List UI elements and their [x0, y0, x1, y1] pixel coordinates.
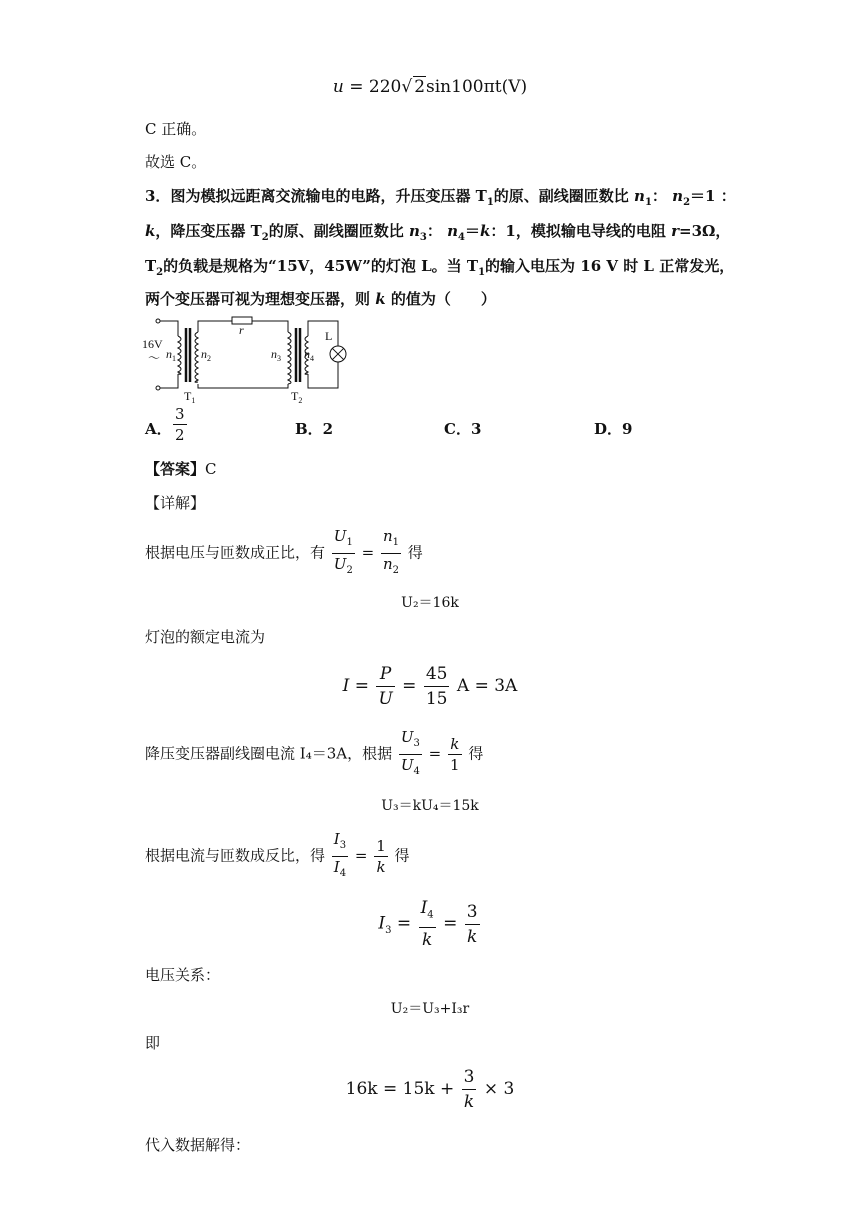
option-a-fraction: $\frac{3}{2}$: [175, 405, 185, 444]
question-line-2: k，降压变压器 $T_2$的原、副线圈匝数比 $n_3$： $n_4=k$：1，模拟输电导线的电阻 r=3Ω，: [145, 222, 731, 243]
current-equation: I = $\frac{P}{U}$ = $\frac{45}{15}$ A = 3A: [342, 664, 518, 709]
question-line-1: 3．图为模拟远距离交流输电的电路，升压变压器 $T_1$的原、副线圈匝数比 $n_1$： $n_2=1$ ：: [145, 187, 736, 208]
i3-equation: $I_3$ = $\frac{I_4}{k}$ = $\frac{3}{k}$: [378, 898, 478, 951]
step-2: 灯泡的额定电流为: [145, 628, 266, 646]
option-d[interactable]: D．9: [594, 420, 633, 438]
u3-equation: U₃＝kU₄＝15k: [381, 798, 479, 814]
ac-symbol: ～: [148, 351, 161, 365]
question-line-3: $T_2$的负载是规格为“15V，45W”的灯泡 L。当 $T_1$的输入电压为 16 V 时 L 正常发光，: [145, 257, 735, 278]
option-c[interactable]: C．3: [444, 420, 482, 438]
n4-label: $n_4$: [304, 347, 314, 363]
u2-equation: U₂＝16k: [401, 595, 459, 611]
t1-label: $T_1$: [184, 389, 196, 404]
c-correct-text: C 正确。: [145, 120, 207, 138]
source-terminal-top: [156, 319, 160, 323]
previous-answer-formula: u = 220√ 2sin100πt(V): [332, 77, 528, 97]
step-7: 代入数据解得：: [145, 1136, 251, 1154]
source-voltage-label: 16V: [142, 337, 163, 351]
final-equation: 16k = 15k + $\frac{3}{k}$ × 3: [345, 1067, 515, 1112]
n3-label: $n_3$: [271, 347, 281, 363]
n1-label: $n_1$: [166, 347, 176, 363]
step-1: 根据电压与匝数成正比，有 $\frac{U_1}{U_2}$ = $\frac{n_1}{n_2}$ 得: [145, 527, 423, 576]
circuit-diagram: [140, 312, 360, 404]
step-5: 电压关系：: [145, 966, 221, 984]
detail-label: 【详解】: [145, 494, 206, 512]
t2-primary-coil: [288, 332, 291, 384]
step-4: 根据电流与匝数成反比，得 $\frac{I_3}{I_4}$ = $\frac{1}{k}$ 得: [145, 830, 410, 879]
r-label: r: [239, 323, 244, 337]
option-b[interactable]: B．2: [295, 420, 334, 438]
t2-label: $T_2$: [291, 389, 303, 404]
question-line-4: 两个变压器可视为理想变压器，则 k 的值为（ ）: [145, 290, 496, 308]
step-6: 即: [145, 1034, 161, 1052]
n2-label: $n_2$: [201, 347, 211, 363]
lamp-label: L: [325, 329, 333, 343]
option-a[interactable]: A．: [145, 420, 172, 438]
choose-c-text: 故选 C。: [145, 153, 207, 171]
answer-line: 【答案】C: [145, 460, 217, 478]
step-3: 降压变压器副线圈电流 I₄＝3A，根据 $\frac{U_3}{U_4}$ = $\frac{k}{1}$ 得: [145, 728, 484, 777]
t1-secondary-coil: [195, 332, 198, 382]
voltage-relation: U₂＝U₃+I₃r: [390, 1001, 470, 1017]
t1-primary-coil: [178, 336, 181, 374]
source-terminal-bottom: [156, 386, 160, 390]
